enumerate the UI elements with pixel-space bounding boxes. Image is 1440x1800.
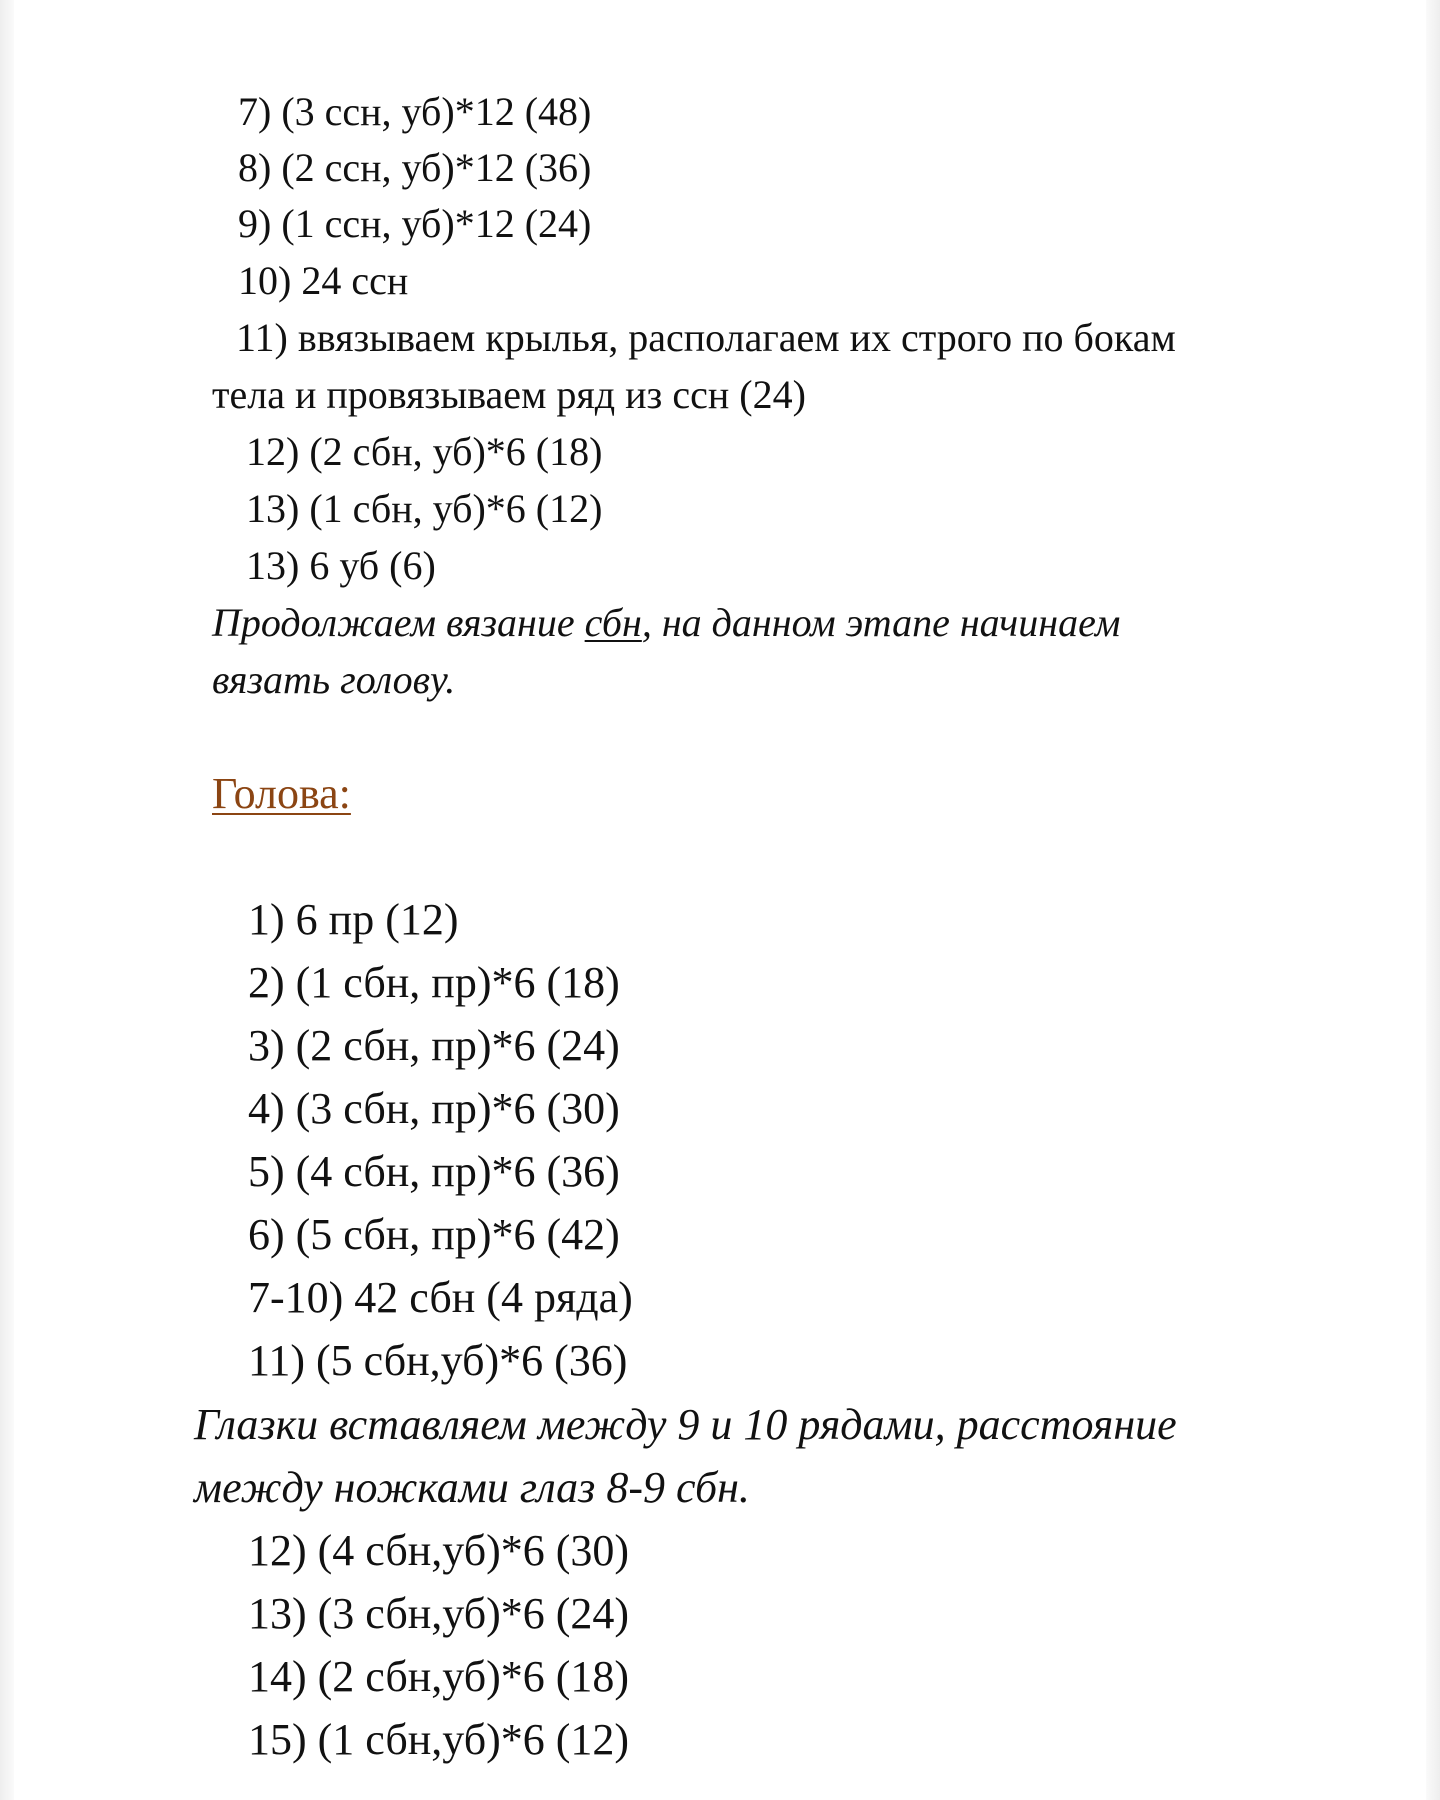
head-row-14: 14) (2 сбн,уб)*6 (18) [248, 1652, 630, 1701]
head-section-title: Голова: [212, 769, 351, 818]
note-continue-line2: вязать голову. [212, 657, 456, 702]
page-edge-right [1426, 0, 1440, 1800]
note-continue-text-a: Продолжаем вязание [212, 600, 585, 645]
head-row-12: 12) (4 сбн,уб)*6 (30) [248, 1526, 630, 1575]
body-row-11-line2: тела и провязываем ряд из ссн (24) [212, 372, 806, 417]
body-row-10: 10) 24 ссн [238, 258, 409, 303]
body-row-12: 12) (2 сбн, уб)*6 (18) [246, 429, 603, 474]
note-continue-text-b: , на данном этапе начинаем [641, 600, 1121, 645]
body-row-13b: 13) 6 уб (6) [246, 543, 436, 588]
head-row-5: 5) (4 сбн, пр)*6 (36) [248, 1147, 620, 1196]
head-row-2: 2) (1 сбн, пр)*6 (18) [248, 958, 620, 1007]
head-row-1: 1) 6 пр (12) [248, 895, 459, 944]
body-row-8: 8) (2 ссн, уб)*12 (36) [238, 145, 592, 190]
head-row-3: 3) (2 сбн, пр)*6 (24) [248, 1021, 620, 1070]
head-row-13: 13) (3 сбн,уб)*6 (24) [248, 1589, 630, 1638]
note-eyes-line2: между ножками глаз 8-9 сбн. [194, 1463, 750, 1512]
head-row-15: 15) (1 сбн,уб)*6 (12) [248, 1715, 630, 1764]
head-row-6: 6) (5 сбн, пр)*6 (42) [248, 1210, 620, 1259]
note-eyes-line1: Глазки вставляем между 9 и 10 рядами, расстояние [194, 1400, 1177, 1449]
head-row-4: 4) (3 сбн, пр)*6 (30) [248, 1084, 620, 1133]
body-row-11-line1: 11) ввязываем крылья, располагаем их строго по бокам [236, 315, 1176, 360]
head-row-11: 11) (5 сбн,уб)*6 (36) [248, 1336, 628, 1385]
page-edge-left [0, 0, 14, 1800]
body-row-13: 13) (1 сбн, уб)*6 (12) [246, 486, 603, 531]
body-row-7: 7) (3 ссн, уб)*12 (48) [238, 89, 592, 134]
note-continue-line1 [212, 600, 1121, 645]
note-continue-underlined: сбн [584, 600, 642, 645]
head-row-7-10: 7-10) 42 сбн (4 ряда) [248, 1273, 633, 1322]
body-row-9: 9) (1 ссн, уб)*12 (24) [238, 201, 592, 246]
